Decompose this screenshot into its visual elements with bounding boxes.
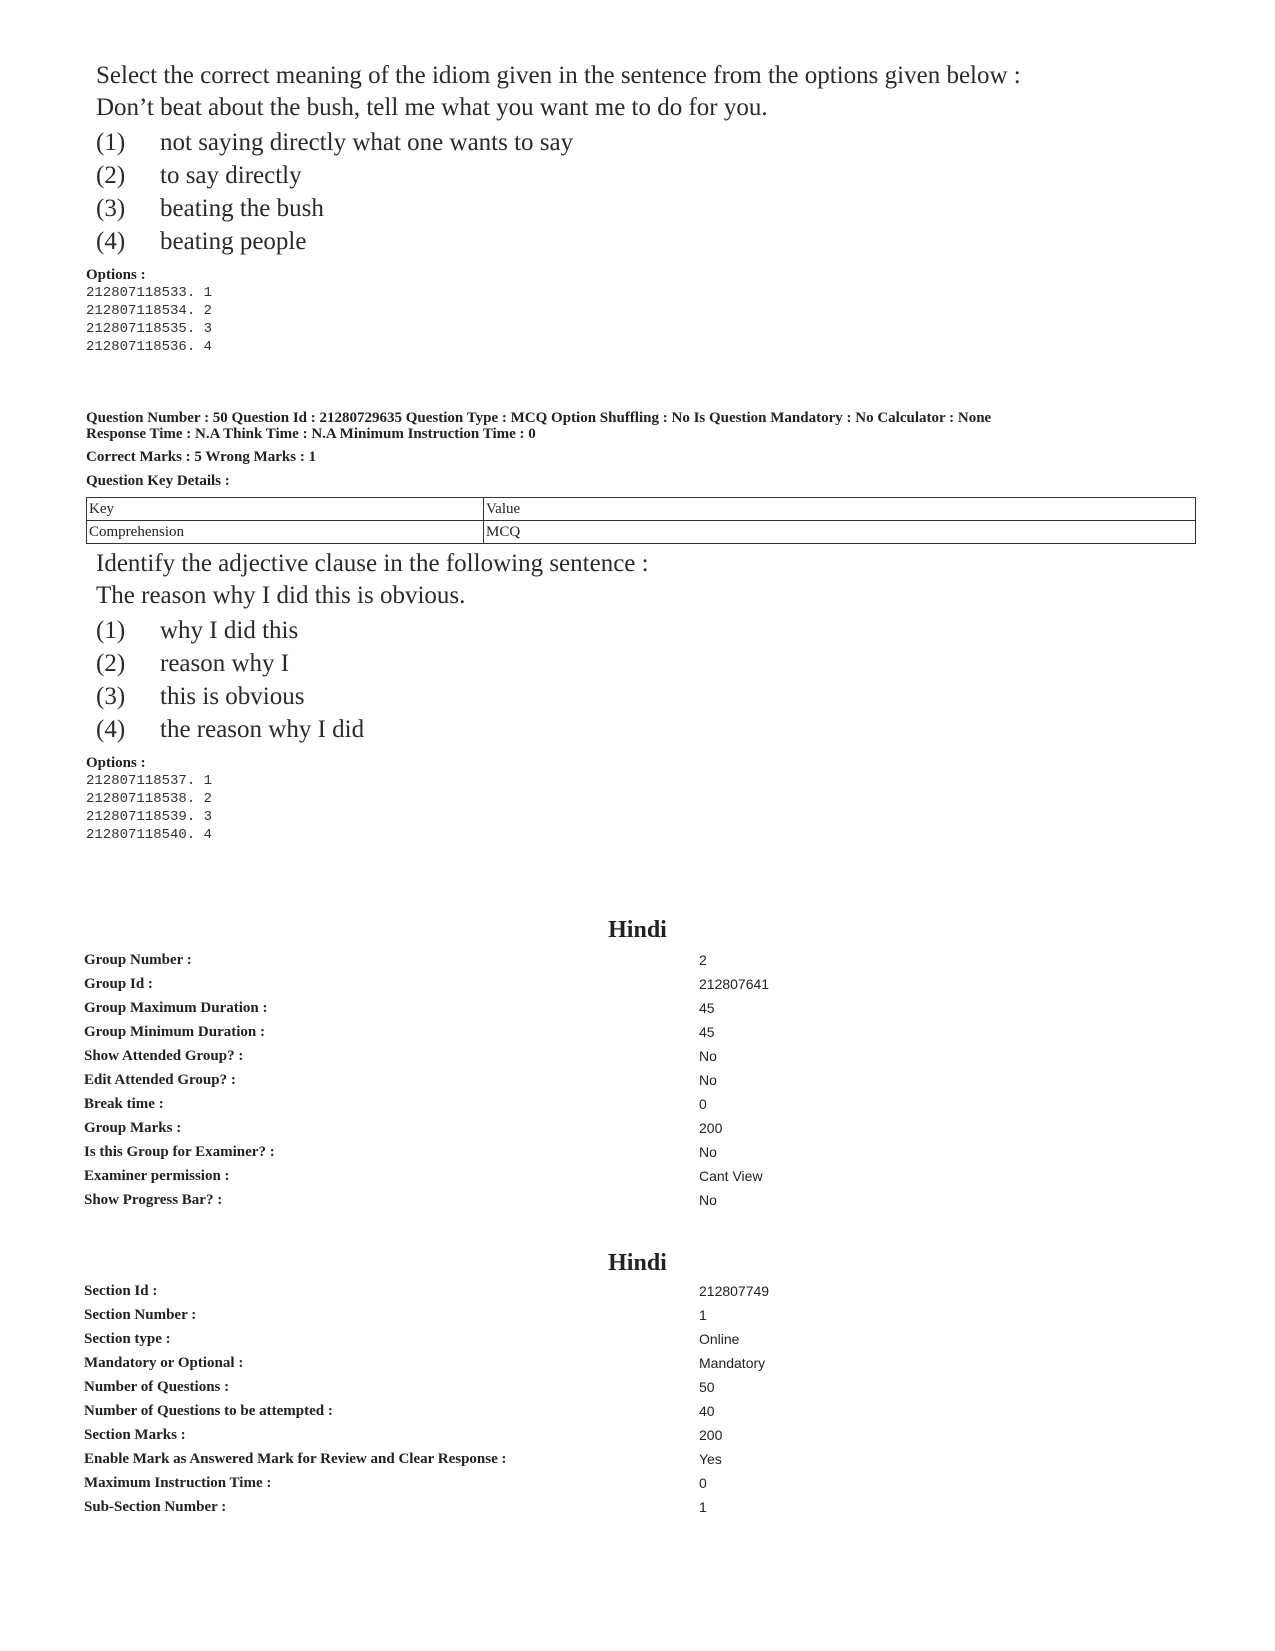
section-detail-value: Mandatory: [699, 1355, 766, 1371]
group-detail-value: 2: [699, 952, 707, 968]
group-detail-value: 45: [699, 1000, 715, 1016]
question-2-option-1: [96, 614, 1196, 647]
question-1-stem-line-2: Don’t beat about the bush, tell me what you want me to do for you.: [96, 94, 768, 121]
group-detail-row: [84, 996, 1194, 1020]
section-detail-row: [84, 1351, 1194, 1375]
question-1-option-3: [96, 192, 1196, 225]
section-detail-key: Section Number :: [84, 1307, 197, 1323]
option-text: this is obvious: [160, 683, 305, 710]
group-detail-value: No: [699, 1072, 717, 1088]
section-detail-key: Maximum Instruction Time :: [84, 1475, 272, 1491]
group-details: [84, 948, 1194, 1212]
section-detail-row: [84, 1279, 1194, 1303]
section-detail-row: [84, 1447, 1194, 1471]
group-detail-row: [84, 972, 1194, 996]
option-id: 212807118534. 2: [86, 303, 213, 319]
group-detail-key: Break time :: [84, 1096, 164, 1112]
table-cell-key: Comprehension: [87, 521, 484, 544]
table-row: [87, 521, 1196, 544]
question-2-option-4: [96, 713, 1196, 746]
question-1-option-2: [96, 159, 1196, 192]
section-detail-key: Sub-Section Number :: [84, 1499, 227, 1515]
marks-line: Correct Marks : 5 Wrong Marks : 1: [86, 449, 317, 465]
question-metadata: [86, 410, 1196, 490]
group-detail-value: No: [699, 1144, 717, 1160]
group-title: Hindi: [608, 917, 667, 943]
option-id: 212807118539. 3: [86, 809, 213, 825]
group-detail-row: [84, 1068, 1194, 1092]
question-1-stem-line-1: Select the correct meaning of the idiom given in the sentence from the options given below :: [96, 62, 1021, 89]
option-id: 212807118538. 2: [86, 791, 213, 807]
question-1-option-ids: [86, 266, 212, 356]
option-number: (4): [96, 228, 126, 255]
section-detail-row: [84, 1399, 1194, 1423]
options-label: Options :: [86, 755, 146, 771]
option-id: 212807118535. 3: [86, 321, 213, 337]
group-detail-row: [84, 1188, 1194, 1212]
section-detail-row: [84, 1303, 1194, 1327]
key-details-label: Question Key Details :: [86, 473, 230, 489]
option-number: (2): [96, 162, 126, 189]
section-detail-row: [84, 1375, 1194, 1399]
option-number: (2): [96, 650, 126, 677]
group-detail-row: [84, 1140, 1194, 1164]
option-number: (3): [96, 195, 126, 222]
section-detail-value: 50: [699, 1379, 715, 1395]
group-detail-key: Examiner permission :: [84, 1168, 230, 1184]
group-detail-row: [84, 1164, 1194, 1188]
group-detail-key: Group Maximum Duration :: [84, 1000, 268, 1016]
table-header-value: Value: [484, 498, 1196, 521]
group-detail-value: 200: [699, 1120, 723, 1136]
option-number: (3): [96, 683, 126, 710]
group-detail-key: Group Number :: [84, 952, 192, 968]
question-1: [96, 60, 1196, 258]
section-detail-key: Number of Questions :: [84, 1379, 230, 1395]
group-detail-key: Is this Group for Examiner? :: [84, 1144, 275, 1160]
group-detail-value: 212807641: [699, 976, 770, 992]
question-info-line-2: Response Time : N.A Think Time : N.A Minimum Instruction Time : 0: [86, 426, 536, 442]
section-detail-value: 40: [699, 1403, 715, 1419]
section-detail-key: Enable Mark as Answered Mark for Review and Clear Response :: [84, 1451, 507, 1467]
option-text: the reason why I did: [160, 716, 365, 743]
option-text: reason why I: [160, 650, 290, 677]
section-detail-key: Section Id :: [84, 1283, 158, 1299]
group-detail-value: 45: [699, 1024, 715, 1040]
section-detail-value: Yes: [699, 1451, 722, 1467]
option-id: 212807118537. 1: [86, 773, 213, 789]
section-detail-key: Section Marks :: [84, 1427, 186, 1443]
question-1-option-4: [96, 225, 1196, 258]
group-detail-row: [84, 1020, 1194, 1044]
table-header-key: Key: [87, 498, 484, 521]
question-2-option-2: [96, 647, 1196, 680]
question-2-options: [96, 614, 1196, 746]
question-key-table: [86, 497, 1196, 544]
group-detail-value: No: [699, 1048, 717, 1064]
section-detail-value: 1: [699, 1499, 707, 1515]
question-2-option-ids: [86, 754, 212, 844]
question-1-option-1: [96, 126, 1196, 159]
option-text: to say directly: [160, 162, 302, 189]
table-cell-value: MCQ: [484, 521, 1196, 544]
section-detail-row: [84, 1327, 1194, 1351]
section-detail-value: Online: [699, 1331, 740, 1347]
section-detail-value: 200: [699, 1427, 723, 1443]
option-id: 212807118540. 4: [86, 827, 213, 843]
group-detail-key: Group Marks :: [84, 1120, 182, 1136]
section-details: [84, 1279, 1194, 1519]
option-number: (4): [96, 716, 126, 743]
group-detail-row: [84, 1116, 1194, 1140]
section-detail-key: Section type :: [84, 1331, 171, 1347]
group-detail-row: [84, 1044, 1194, 1068]
section-detail-value: 212807749: [699, 1283, 770, 1299]
group-detail-row: [84, 1092, 1194, 1116]
group-detail-value: 0: [699, 1096, 707, 1112]
section-detail-value: 0: [699, 1475, 707, 1491]
option-text: not saying directly what one wants to say: [160, 129, 574, 156]
section-title: Hindi: [608, 1250, 667, 1276]
question-2-stem-line-2: The reason why I did this is obvious.: [96, 582, 466, 609]
group-detail-key: Group Minimum Duration :: [84, 1024, 265, 1040]
section-detail-row: [84, 1471, 1194, 1495]
group-detail-row: [84, 948, 1194, 972]
section-detail-row: [84, 1495, 1194, 1519]
option-id: 212807118536. 4: [86, 339, 213, 355]
option-number: (1): [96, 129, 126, 156]
option-text: beating the bush: [160, 195, 324, 222]
question-info-line-1: Question Number : 50 Question Id : 21280729635 Question Type : MCQ Option Shuffling : No Is Question Mandatory : No Calculator : None: [86, 410, 992, 426]
group-detail-key: Show Attended Group? :: [84, 1048, 244, 1064]
section-detail-value: 1: [699, 1307, 707, 1323]
question-2-stem-line-1: Identify the adjective clause in the following sentence :: [96, 550, 649, 577]
section-detail-row: [84, 1423, 1194, 1447]
table-header-row: [87, 498, 1196, 521]
group-detail-key: Edit Attended Group? :: [84, 1072, 236, 1088]
group-detail-key: Show Progress Bar? :: [84, 1192, 223, 1208]
option-text: beating people: [160, 228, 307, 255]
question-2-option-3: [96, 680, 1196, 713]
group-detail-value: Cant View: [699, 1168, 763, 1184]
question-1-options: [96, 126, 1196, 258]
option-text: why I did this: [160, 617, 299, 644]
group-detail-key: Group Id :: [84, 976, 153, 992]
options-label: Options :: [86, 267, 146, 283]
question-2: [96, 548, 1196, 746]
option-id: 212807118533. 1: [86, 285, 213, 301]
section-detail-key: Mandatory or Optional :: [84, 1355, 244, 1371]
option-number: (1): [96, 617, 126, 644]
section-detail-key: Number of Questions to be attempted :: [84, 1403, 333, 1419]
group-detail-value: No: [699, 1192, 717, 1208]
